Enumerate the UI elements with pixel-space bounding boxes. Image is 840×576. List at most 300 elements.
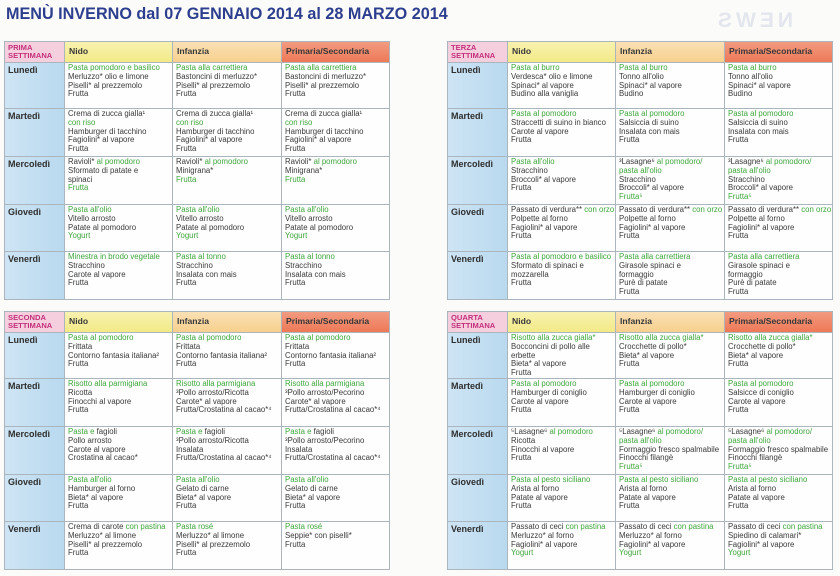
- column-header-infanzia: Infanzia: [616, 42, 724, 62]
- menu-item-highlighted: Minestra in brodo vegetale: [68, 252, 160, 261]
- menu-line: [728, 502, 830, 511]
- menu-line: [285, 502, 387, 511]
- menu-item-highlighted: Pasta al tonno: [176, 252, 226, 261]
- menu-item-highlighted: Pasta al burro: [511, 63, 560, 72]
- column-header-primaria-secondaria: Primaria/Secondaria: [725, 312, 832, 332]
- menu-item: Frittata: [285, 341, 310, 351]
- mercoledi-primaria-secondaria-menu-cell: [725, 427, 832, 474]
- day-label-martedi: Martedì: [448, 379, 507, 426]
- menu-line: [176, 360, 279, 369]
- menu-item-highlighted: Pasta e: [176, 427, 203, 436]
- giovedi-nido-menu-cell: [508, 205, 615, 251]
- menu-item: Frutta: [176, 548, 197, 558]
- menu-item-highlighted: Pasta all'olio: [176, 475, 220, 484]
- menu-item: Verdesca* olio e limone: [511, 71, 593, 81]
- menu-item-highlighted: Frutta⁵: [728, 192, 752, 202]
- venerdi-infanzia-menu-cell: [616, 522, 724, 569]
- menu-line: [511, 136, 613, 145]
- menu-item: Passato di ceci: [511, 522, 564, 531]
- menu-item: Tonno all'olio: [728, 71, 773, 81]
- menu-item-highlighted: Pasta al pomodoro: [176, 333, 242, 342]
- day-label-martedi: Martedì: [448, 109, 507, 156]
- menu-item-highlighted: Pasta e: [68, 427, 95, 436]
- menu-item: Passato di ceci: [728, 522, 781, 531]
- menu-item: Frutta: [619, 135, 640, 145]
- mercoledi-infanzia-menu-cell: [173, 157, 281, 204]
- menu-item: Polpette al forno: [511, 213, 568, 223]
- menu-item: Bieta* al vapore: [176, 492, 232, 502]
- menu-item: Fagiolini* al vapore: [619, 222, 686, 232]
- day-label-venerdi: Venerdì: [448, 522, 507, 569]
- column-header-primaria-secondaria: Primaria/Secondaria: [725, 42, 832, 62]
- menu-item: ³Pollo arrosto/Ricotta: [176, 387, 249, 397]
- menu-item-highlighted: Pasta e: [285, 427, 312, 436]
- menu-item: Arista al forno: [511, 483, 560, 493]
- day-label-martedi: Martedì: [5, 379, 64, 426]
- menu-item: Carote al vapore: [619, 396, 677, 406]
- menu-item: Passato di verdura**: [511, 205, 583, 214]
- menu-line: [728, 136, 830, 145]
- lunedi-infanzia-menu-cell: [616, 63, 724, 108]
- menu-line: [285, 279, 387, 288]
- menu-item: Finocchi filangè: [619, 453, 674, 463]
- lunedi-infanzia-menu-cell: [616, 333, 724, 378]
- menu-item: Crema di zucca gialla¹: [285, 109, 363, 118]
- menu-item-highlighted: Pasta al burro: [728, 63, 777, 72]
- week-label: QUARTA SETTIMANA: [448, 312, 507, 332]
- menu-item: Ravioli*: [176, 157, 203, 166]
- week-1-table: [4, 41, 390, 300]
- menu-item: Piselli* al prezzemolo: [176, 539, 251, 549]
- menu-item: Hamburger di tacchino: [176, 126, 255, 136]
- menu-line: [68, 184, 170, 193]
- menu-item: Polpette al forno: [728, 213, 785, 223]
- menu-item-highlighted: Risotto alla parmigiana: [176, 379, 256, 388]
- menu-item-highlighted: Pasta alla carrettiera: [619, 252, 691, 261]
- menu-item-highlighted: con pastina: [125, 522, 166, 531]
- menu-item: Fagiolini* al vapore: [728, 222, 795, 232]
- menu-item: Frutta: [176, 278, 197, 288]
- menu-item: fagioli: [313, 427, 334, 436]
- menu-item: Bieta* al vapore: [285, 492, 341, 502]
- menu-line: [728, 288, 830, 297]
- menu-item-highlighted: Pasta al pomodoro: [68, 333, 134, 342]
- column-header-infanzia: Infanzia: [616, 312, 724, 332]
- menu-item: Budino: [728, 89, 753, 99]
- menu-item: Insalata: [285, 444, 313, 454]
- menu-item: Piselli* al prezzemolo: [68, 539, 143, 549]
- menu-item: Formaggio fresco spalmabile: [728, 444, 829, 454]
- menu-line: [511, 406, 613, 415]
- menu-item: Insalata con mais: [619, 126, 680, 136]
- menu-item-highlighted: Frutta: [176, 174, 197, 184]
- menu-line: [728, 463, 830, 472]
- menu-item-highlighted: Pasta al tonno: [285, 252, 335, 261]
- week-2-table: [4, 311, 390, 570]
- day-label-lunedi: Lunedì: [448, 63, 507, 108]
- menu-item: Frutta: [68, 405, 89, 415]
- menu-item: Patate al vapore: [619, 492, 676, 502]
- menu-line: [285, 406, 387, 415]
- venerdi-nido-menu-cell: [508, 252, 615, 299]
- venerdi-infanzia-menu-cell: [616, 252, 724, 299]
- menu-item: Fagiolini* al vapore: [619, 539, 686, 549]
- menu-item: Frutta/Crostatina al cacao*⁴: [285, 453, 381, 463]
- menu-item: Passato di verdura**: [619, 205, 691, 214]
- menu-item: Frutta: [728, 359, 749, 369]
- menu-item-highlighted: con riso: [285, 117, 313, 127]
- menu-item: Patate al pomodoro: [176, 222, 245, 232]
- menu-item: Frutta: [728, 231, 749, 241]
- menu-item: Broccoli* al vapore: [728, 183, 794, 193]
- menu-item: mozzarella: [511, 269, 549, 279]
- menu-item: Fagiolini* al vapore: [68, 135, 135, 145]
- mercoledi-nido-menu-cell: [508, 427, 615, 474]
- menu-item-highlighted: Yogurt: [176, 231, 199, 241]
- menu-item: Bocconcini di pollo alle: [511, 341, 590, 351]
- menu-item-highlighted: Frutta: [68, 183, 89, 193]
- venerdi-infanzia-menu-cell: [173, 252, 281, 299]
- week-label: SECONDA SETTIMANA: [5, 312, 64, 332]
- menu-line: [285, 145, 387, 154]
- menu-item-highlighted: al pomodoro: [313, 157, 357, 166]
- menu-line: [619, 463, 722, 472]
- menu-item: Carote* al vapore: [176, 396, 237, 406]
- column-header-primaria-secondaria: Primaria/Secondaria: [282, 312, 389, 332]
- menu-item: ⁵Lasagne⁶: [728, 427, 765, 436]
- menu-item: Stracchino: [285, 260, 322, 270]
- page-title: MENÙ INVERNO dal 07 GENNAIO 2014 al 28 MARZO 2014: [6, 5, 448, 23]
- menu-item-highlighted: Pasta al pesto siciliano: [619, 475, 699, 484]
- menu-item: Frutta: [619, 287, 640, 297]
- menu-item: Stracchino: [68, 260, 105, 270]
- menu-item: Spinaci* al vapore: [728, 80, 791, 90]
- martedi-nido-menu-cell: [508, 379, 615, 426]
- menu-item: Patate al vapore: [728, 492, 785, 502]
- menu-item: Insalata con mais: [285, 269, 346, 279]
- menu-item: Girasole spinaci e: [619, 260, 681, 270]
- menu-line: [285, 360, 387, 369]
- menu-line: [176, 90, 279, 99]
- menu-item: Minigrana*: [176, 165, 214, 175]
- menu-line: [68, 90, 170, 99]
- menu-item: Carote al vapore: [511, 126, 569, 136]
- menu-item: Merluzzo* al limone: [68, 530, 137, 540]
- menu-item: Carote al vapore: [728, 396, 786, 406]
- menu-item-highlighted: Pasta all'olio: [285, 205, 329, 214]
- menu-line: [728, 549, 830, 558]
- menu-line: [728, 406, 830, 415]
- menu-item: Frutta: [68, 89, 89, 99]
- day-label-giovedi: Giovedì: [448, 475, 507, 521]
- menu-item: Purè di patate: [619, 278, 668, 288]
- menu-item-highlighted: Yogurt: [728, 548, 751, 558]
- menu-item-highlighted: pasta all'olio: [728, 165, 771, 175]
- menu-item: Finocchi al vapore: [511, 444, 575, 454]
- menu-item-highlighted: con riso: [68, 117, 96, 127]
- menu-line: [728, 360, 830, 369]
- menu-item-highlighted: con orzo: [692, 205, 723, 214]
- menu-item: Piselli* al prezzemolo: [68, 80, 143, 90]
- column-header-primaria-secondaria: Primaria/Secondaria: [282, 42, 389, 62]
- menu-item: Frutta: [511, 278, 532, 288]
- mercoledi-primaria-secondaria-menu-cell: [725, 157, 832, 204]
- menu-item-highlighted: Pasta all'olio: [68, 475, 112, 484]
- menu-item-highlighted: Risotto alla zucca gialla*: [619, 333, 704, 342]
- day-label-lunedi: Lunedì: [448, 333, 507, 378]
- menu-item: Finocchi filangè: [728, 453, 783, 463]
- menu-item: Spinaci* al vapore: [511, 80, 574, 90]
- menu-item-highlighted: al pomodoro/: [657, 427, 704, 436]
- menu-line: [619, 360, 722, 369]
- menu-item: Frutta: [511, 501, 532, 511]
- menu-item: Broccoli* al vapore: [619, 183, 685, 193]
- menu-item: Vitello arrosto: [68, 213, 116, 223]
- menu-item: Bieta* al vapore: [511, 359, 567, 369]
- menu-item: ⁵Lasagne⁶: [619, 427, 656, 436]
- menu-item-highlighted: Pasta al pomodoro: [728, 379, 794, 388]
- menu-item: Patate al vapore: [511, 492, 568, 502]
- menu-item: Salsiccia di suino: [619, 117, 679, 127]
- menu-item: Ravioli*: [285, 157, 312, 166]
- venerdi-nido-menu-cell: [65, 252, 172, 299]
- menu-item-highlighted: Pasta al pomodoro e basilico: [511, 252, 612, 261]
- venerdi-primaria-secondaria-menu-cell: [725, 522, 832, 569]
- menu-line: [285, 90, 387, 99]
- week-3-table: [447, 41, 833, 300]
- menu-item: Sformato di patate e: [68, 165, 139, 175]
- menu-item-highlighted: Pasta al pomodoro: [619, 379, 685, 388]
- menu-item: fagioli: [96, 427, 117, 436]
- column-header-infanzia: Infanzia: [173, 312, 281, 332]
- martedi-infanzia-menu-cell: [173, 379, 281, 426]
- menu-line: [511, 279, 613, 288]
- menu-item: Crocchette di pollo*: [728, 341, 796, 351]
- menu-line: [176, 279, 279, 288]
- lunedi-primaria-secondaria-menu-cell: [282, 333, 389, 378]
- menu-item: Spinaci* al vapore: [619, 80, 682, 90]
- martedi-primaria-secondaria-menu-cell: [282, 379, 389, 426]
- martedi-nido-menu-cell: [65, 379, 172, 426]
- menu-item: Insalata con mais: [728, 126, 789, 136]
- menu-item: Crema di zucca gialla¹: [68, 109, 146, 118]
- menu-item: Budino: [619, 89, 644, 99]
- menu-item: Finocchi al vapore: [68, 396, 132, 406]
- menu-item-highlighted: Pasta al pesto siciliano: [728, 475, 808, 484]
- menu-item: Frutta: [176, 501, 197, 511]
- menu-line: [176, 502, 279, 511]
- menu-item: Frutta: [68, 144, 89, 154]
- menu-line: [176, 232, 279, 241]
- menu-line: [511, 90, 613, 99]
- venerdi-primaria-secondaria-menu-cell: [282, 252, 389, 299]
- menu-item: Passato di ceci: [619, 522, 672, 531]
- menu-item-highlighted: Pasta rosé: [285, 522, 323, 531]
- menu-item-highlighted: Pasta all'olio: [68, 205, 112, 214]
- menu-item: Frutta: [728, 405, 749, 415]
- menu-item: Frutta: [619, 231, 640, 241]
- menu-item-highlighted: Frutta⁵: [728, 462, 752, 472]
- menu-item-highlighted: Pasta al pomodoro: [619, 109, 685, 118]
- menu-item: Purè di patate: [728, 278, 777, 288]
- menu-item: Contorno fantasia italiana²: [285, 350, 377, 360]
- menu-line: [511, 232, 613, 241]
- menu-line: [619, 90, 722, 99]
- menu-item: Frutta/Crostatina al cacao*⁴: [176, 405, 272, 415]
- menu-item-highlighted: Pasta al pomodoro: [511, 109, 577, 118]
- menu-item: Polpette al forno: [619, 213, 676, 223]
- menu-item-highlighted: con orzo: [584, 205, 615, 214]
- day-label-venerdi: Venerdì: [5, 522, 64, 569]
- menu-line: [285, 541, 387, 550]
- menu-item: Ravioli*: [68, 157, 95, 166]
- menu-item: Frutta: [511, 368, 532, 378]
- menu-line: [511, 454, 613, 463]
- menu-item: Frutta: [619, 405, 640, 415]
- menu-item-highlighted: Yogurt: [68, 231, 91, 241]
- menu-item: Frutta: [285, 278, 306, 288]
- menu-line: [68, 360, 170, 369]
- menu-item: Ricotta: [511, 435, 536, 445]
- menu-line: [619, 502, 722, 511]
- menu-item: Crocchette di pollo*: [619, 341, 687, 351]
- menu-item: Carote al vapore: [68, 269, 126, 279]
- mercoledi-infanzia-menu-cell: [616, 427, 724, 474]
- menu-item: Contorno fantasia italiana²: [176, 350, 268, 360]
- giovedi-nido-menu-cell: [65, 475, 172, 521]
- menu-item-highlighted: Frutta: [285, 174, 306, 184]
- menu-item: Bastoncini di merluzzo*: [285, 71, 367, 81]
- menu-item-highlighted: pasta all'olio: [728, 435, 771, 445]
- menu-item-highlighted: Pasta al pomodoro: [511, 379, 577, 388]
- menu-item: Stracchino: [728, 174, 765, 184]
- venerdi-nido-menu-cell: [65, 522, 172, 569]
- menu-line: [68, 232, 170, 241]
- menu-item: Frutta: [511, 405, 532, 415]
- menu-item: Ricotta: [68, 387, 93, 397]
- menu-item: Fagiolini* al vapore: [176, 135, 243, 145]
- menu-line: [68, 454, 170, 463]
- giovedi-infanzia-menu-cell: [616, 205, 724, 251]
- menu-item: Merluzzo* al limone: [176, 530, 245, 540]
- menu-item: Frittata: [176, 341, 201, 351]
- menu-item: Carote al vapore: [68, 444, 126, 454]
- menu-item-highlighted: Pasta al burro: [619, 63, 668, 72]
- menu-item: Frutta: [285, 89, 306, 99]
- giovedi-infanzia-menu-cell: [173, 475, 281, 521]
- lunedi-nido-menu-cell: [508, 333, 615, 378]
- menu-item: Vitello arrosto: [176, 213, 224, 223]
- menu-item-highlighted: Frutta⁵: [619, 462, 643, 472]
- menu-item-highlighted: pasta all'olio: [619, 435, 662, 445]
- menu-item: Piselli* al prezzemolo: [285, 80, 360, 90]
- menu-item: Fagiolini* al vapore: [728, 539, 795, 549]
- day-label-martedi: Martedì: [5, 109, 64, 156]
- menu-item: Carote* al vapore: [285, 396, 346, 406]
- menu-line: [68, 406, 170, 415]
- day-label-mercoledi: Mercoledì: [5, 427, 64, 474]
- day-label-giovedi: Giovedì: [5, 205, 64, 251]
- giovedi-infanzia-menu-cell: [616, 475, 724, 521]
- menu-item: Frutta: [728, 287, 749, 297]
- mercoledi-infanzia-menu-cell: [616, 157, 724, 204]
- menu-item: Insalata: [176, 444, 204, 454]
- menu-item: Frutta: [68, 548, 89, 558]
- menu-item: Fagiolini* al vapore: [511, 539, 578, 549]
- menu-line: [619, 406, 722, 415]
- menu-line: [619, 232, 722, 241]
- martedi-primaria-secondaria-menu-cell: [282, 109, 389, 156]
- menu-line: [176, 406, 279, 415]
- menu-item: Frutta: [68, 359, 89, 369]
- menu-item: ³Lasagne⁶: [728, 157, 764, 166]
- menu-item: Hamburger di coniglio: [511, 387, 587, 397]
- menu-item-highlighted: Pasta al pomodoro: [285, 333, 351, 342]
- menu-item-highlighted: Frutta⁵: [619, 192, 643, 202]
- menu-item: Gelato di carne: [176, 483, 229, 493]
- menu-item: Girasole spinaci e: [728, 260, 790, 270]
- menu-item-highlighted: Risotto alla parmigiana: [68, 379, 148, 388]
- mercoledi-infanzia-menu-cell: [173, 427, 281, 474]
- menu-item: Fagiolini* al vapore: [511, 222, 578, 232]
- week-label: PRIMA SETTIMANA: [5, 42, 64, 62]
- menu-item: Salsicce di coniglio: [728, 387, 794, 397]
- menu-item: Hamburger al forno: [68, 483, 136, 493]
- menu-item: Patate al pomodoro: [68, 222, 137, 232]
- day-label-venerdi: Venerdì: [448, 252, 507, 299]
- menu-item: Hamburger di coniglio: [619, 387, 695, 397]
- menu-item-highlighted: al pomodoro: [96, 157, 140, 166]
- menu-item: Stracchino: [176, 260, 213, 270]
- menu-item: Frutta: [176, 144, 197, 154]
- menu-line: [68, 549, 170, 558]
- menu-item: Merluzzo* al forno: [511, 530, 574, 540]
- menu-line: [176, 454, 279, 463]
- menu-item: Frutta: [68, 278, 89, 288]
- menu-item-highlighted: con pastina: [565, 522, 606, 531]
- menu-item-highlighted: Pasta all'olio: [176, 205, 220, 214]
- menu-line: [68, 279, 170, 288]
- lunedi-primaria-secondaria-menu-cell: [725, 63, 832, 108]
- menu-item: Bieta* al vapore: [619, 350, 675, 360]
- menu-line: [176, 549, 279, 558]
- menu-item: ³Pollo arrosto/Ricotta: [176, 435, 249, 445]
- menu-item: Frutta: [619, 359, 640, 369]
- menu-item: Frutta: [285, 539, 306, 549]
- menu-line: [728, 232, 830, 241]
- day-label-lunedi: Lunedì: [5, 333, 64, 378]
- menu-line: [511, 549, 613, 558]
- menu-item: Hamburger di tacchino: [68, 126, 147, 136]
- menu-item: Seppie* con piselli*: [285, 530, 352, 540]
- menu-item: Arista al forno: [728, 483, 777, 493]
- menu-item: formaggio: [728, 269, 763, 279]
- menu-item: Hamburger di tacchino: [285, 126, 364, 136]
- menu-item: fagioli: [204, 427, 225, 436]
- menu-line: [728, 193, 830, 202]
- menu-item: Frutta/Crostatina al cacao*⁴: [176, 453, 272, 463]
- menu-item: Salsiccia di suino: [728, 117, 788, 127]
- menu-item: Budino alla vaniglia: [511, 89, 579, 99]
- menu-item: ³Lasagne⁶: [619, 157, 655, 166]
- menu-item: Frittata: [68, 341, 93, 351]
- lunedi-nido-menu-cell: [65, 333, 172, 378]
- martedi-primaria-secondaria-menu-cell: [725, 109, 832, 156]
- martedi-infanzia-menu-cell: [616, 109, 724, 156]
- mercoledi-nido-menu-cell: [65, 427, 172, 474]
- menu-item: Bastoncini di merluzzo*: [176, 71, 258, 81]
- menu-item-highlighted: Pasta alla carrettiera: [285, 63, 357, 72]
